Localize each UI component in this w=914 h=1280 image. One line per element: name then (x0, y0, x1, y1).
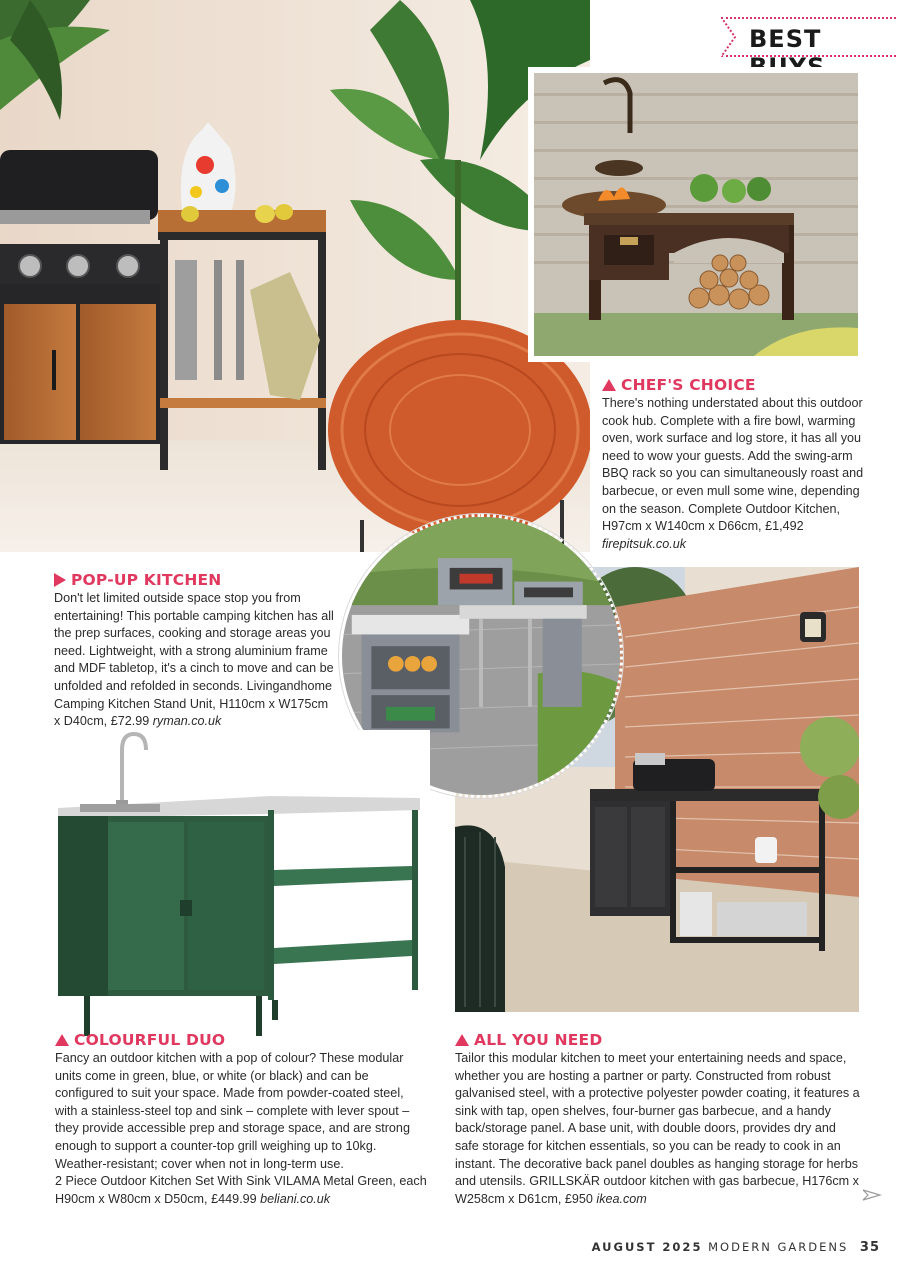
colourful-duo-photo (50, 730, 430, 1040)
tag-notch-icon (721, 17, 741, 57)
colourful-duo-retailer[interactable]: beliani.co.uk (260, 1191, 331, 1206)
chefs-choice-photo (528, 67, 864, 362)
chefs-choice-heading (602, 375, 864, 395)
chefs-choice-description: There's nothing understated about this outdoor cook hub. Complete with a fire bowl, warming oven, work surface and log store, it has all you need to wow your guests. Add the swing-arm BBQ rack so you can simultaneously roast and barbecue, or even mull some wine, depending on the season. (602, 396, 864, 516)
colourful-duo-price: £449.99 (211, 1191, 257, 1206)
all-you-need-body (455, 1050, 863, 1208)
all-you-need-heading (455, 1030, 863, 1050)
all-you-need-block (455, 1030, 863, 1208)
pop-up-kitchen-heading-label: POP-UP KITCHEN (71, 571, 222, 589)
pop-up-kitchen-retailer[interactable]: ryman.co.uk (152, 714, 222, 729)
triangle-up-icon (455, 1034, 469, 1046)
colourful-duo-heading (55, 1030, 427, 1050)
all-you-need-heading-label: ALL YOU NEED (474, 1031, 603, 1049)
colourful-duo-description: Fancy an outdoor kitchen with a pop of colour? These modular units come in green, blue, or white (or black) and can be configured to suit your space. Made from powder-coated steel, with a stainless-steel top and sink – complete with lever spout – they provide accessible prep and storage space, and are strong enough to support a counter-top grill weighing up to 10kg. Weather-resistant; cover when not in long-term use. (55, 1051, 410, 1171)
colourful-duo-block (55, 1030, 427, 1208)
pop-up-kitchen-product: Livingandhome Camping Kitchen Stand Unit, H110cm x W175cm x D40cm, (54, 678, 332, 729)
colourful-duo-body (55, 1050, 427, 1208)
pop-up-kitchen-heading (54, 570, 336, 590)
section-tag-label: BEST (749, 25, 822, 53)
pop-up-kitchen-block (54, 570, 336, 731)
hero-photo-outdoor-kitchen (0, 0, 590, 552)
triangle-up-icon (55, 1034, 69, 1046)
pop-up-kitchen-description: Don't let limited outside space stop you from entertaining! This portable camping kitchen has all the prep surfaces, cooking and storage areas you need. Lightweight, with a strong aluminium frame and MDF tabletop, it's a cinch to move and can be unfolded and refolded in seconds. (54, 591, 334, 693)
chefs-choice-body (602, 395, 864, 553)
triangle-right-icon (54, 573, 66, 587)
triangle-up-icon (602, 379, 616, 391)
footer-page-number: 35 (859, 1240, 880, 1255)
chefs-choice-retailer[interactable]: firepitsuk.co.uk (602, 536, 686, 551)
section-tag (721, 17, 896, 57)
chefs-choice-block (602, 375, 864, 553)
page-footer (592, 1240, 880, 1255)
pop-up-kitchen-body (54, 590, 336, 731)
all-you-need-price: £950 (564, 1191, 593, 1206)
all-you-need-product: GRILLSKÄR outdoor kitchen with gas barbecue, H176cm x W258cm x D61cm, (455, 1174, 859, 1206)
colourful-duo-product: 2 Piece Outdoor Kitchen Set With Sink VILAMA Metal Green, each H90cm x W80cm x D50cm, (55, 1174, 427, 1206)
all-you-need-retailer[interactable]: ikea.com (596, 1191, 647, 1206)
pop-up-kitchen-price: £72.99 (110, 714, 150, 729)
footer-issue-date: AUGUST 2025 (591, 1240, 703, 1254)
chefs-choice-price: £1,492 (765, 519, 804, 534)
chefs-choice-product: Complete Outdoor Kitchen, H97cm x W140cm x D66cm, (602, 501, 841, 534)
all-you-need-description: Tailor this modular kitchen to meet your entertaining needs and space, whether you are hosting a partner or party. Constructed from robust galvanised steel, with a protective polyester powder coating, it features a sink with tap, open shelves, four-burner gas barbecue, and a handy back/storage panel. A base unit, with double doors, provides dry and safe storage for kitchen essentials, so you can be ready to cook in an instant. The decorative back panel doubles as hanging storage for herbs and utensils. (455, 1051, 860, 1189)
arrow-right-icon (862, 1188, 882, 1202)
chefs-choice-heading-label: CHEF'S CHOICE (621, 376, 756, 394)
colourful-duo-heading-label: COLOURFUL DUO (74, 1031, 226, 1049)
footer-magazine-name: MODERN GARDENS (708, 1240, 849, 1254)
